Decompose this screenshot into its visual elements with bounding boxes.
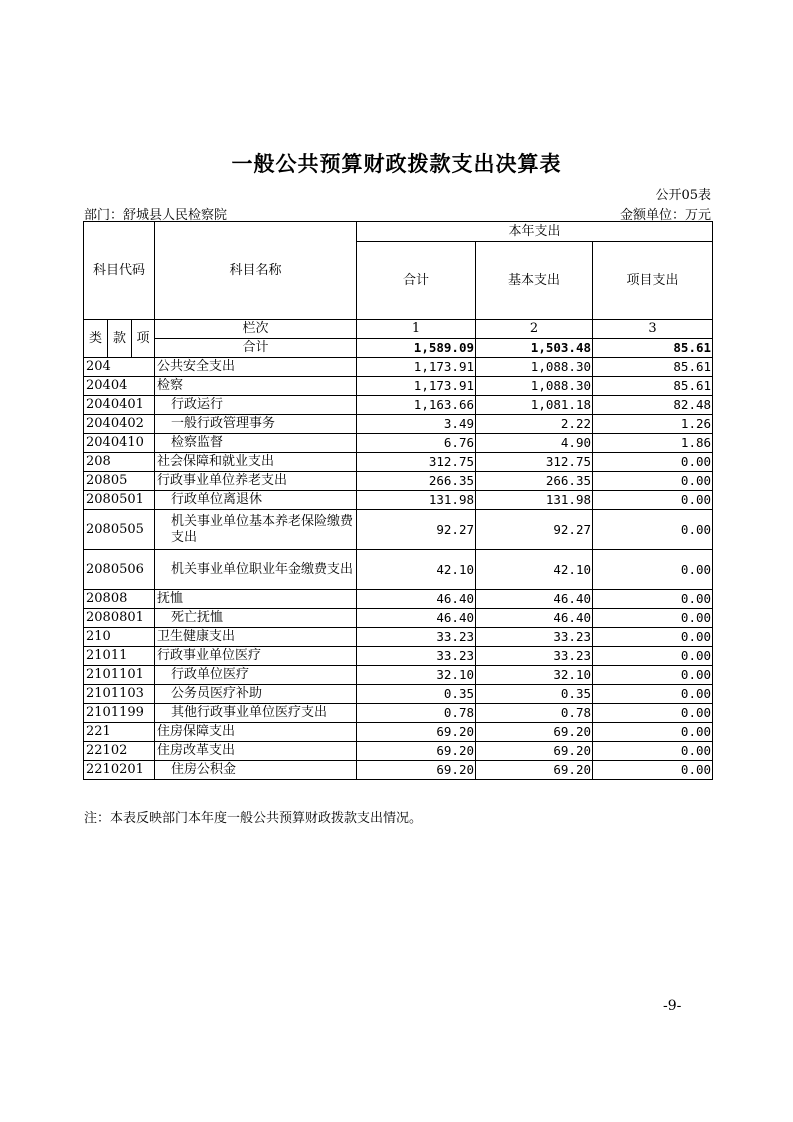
col-index-2: 2 [476,320,593,339]
row-total: 32.10 [357,666,476,685]
row-total: 0.35 [357,685,476,704]
row-project: 0.00 [593,647,713,666]
row-total: 33.23 [357,647,476,666]
table-row [84,761,713,780]
page-number: -9- [663,998,682,1014]
row-project: 0.00 [593,472,713,491]
row-code: 2040410 [84,434,155,453]
total-project: 85.61 [593,339,713,358]
header-current-year: 本年支出 [357,222,713,242]
row-name: 死亡抚恤 [155,609,357,628]
row-code: 210 [84,628,155,647]
row-name: 其他行政事业单位医疗支出 [155,704,357,723]
row-total: 92.27 [357,510,476,550]
row-basic: 42.10 [476,550,593,590]
row-code: 20808 [84,590,155,609]
row-code: 2080506 [84,550,155,590]
table-row [84,685,713,704]
row-total: 69.20 [357,742,476,761]
row-name: 机关事业单位基本养老保险缴费支出 [155,510,357,550]
row-total: 3.49 [357,415,476,434]
row-name: 一般行政管理事务 [155,415,357,434]
row-basic: 1,088.30 [476,358,593,377]
row-name: 抚恤 [155,590,357,609]
row-project: 0.00 [593,628,713,647]
row-name: 检察监督 [155,434,357,453]
row-project: 0.00 [593,550,713,590]
row-basic: 0.78 [476,704,593,723]
row-project: 0.00 [593,491,713,510]
row-project: 0.00 [593,723,713,742]
table-row [84,666,713,685]
table-row [84,590,713,609]
table-row [84,704,713,723]
row-total: 266.35 [357,472,476,491]
row-total: 131.98 [357,491,476,510]
row-total: 46.40 [357,590,476,609]
header-total: 合计 [357,242,476,320]
header-lei: 类 [84,320,108,358]
row-project: 0.00 [593,685,713,704]
row-project: 85.61 [593,377,713,396]
row-name: 社会保障和就业支出 [155,453,357,472]
row-basic: 46.40 [476,609,593,628]
page-title: 一般公共预算财政拨款支出决算表 [231,152,562,176]
row-name: 公务员医疗补助 [155,685,357,704]
row-total: 46.40 [357,609,476,628]
row-code: 21011 [84,647,155,666]
row-basic: 69.20 [476,761,593,780]
row-project: 0.00 [593,453,713,472]
header-column-index: 栏次 [155,320,357,339]
row-code: 2040402 [84,415,155,434]
row-basic: 92.27 [476,510,593,550]
total-basic: 1,503.48 [476,339,593,358]
row-code: 2040401 [84,396,155,415]
row-project: 85.61 [593,358,713,377]
row-total: 33.23 [357,628,476,647]
table-row [84,550,713,590]
row-total: 6.76 [357,434,476,453]
col-index-3: 3 [593,320,713,339]
row-code: 2210201 [84,761,155,780]
table-row [84,434,713,453]
row-code: 20805 [84,472,155,491]
row-project: 0.00 [593,609,713,628]
row-basic: 33.23 [476,647,593,666]
table-row [84,609,713,628]
table-row [84,491,713,510]
row-code: 2080801 [84,609,155,628]
row-basic: 131.98 [476,491,593,510]
row-basic: 2.22 [476,415,593,434]
row-name: 行政事业单位医疗 [155,647,357,666]
row-basic: 1,088.30 [476,377,593,396]
row-project: 0.00 [593,704,713,723]
row-name: 行政单位医疗 [155,666,357,685]
row-project: 1.86 [593,434,713,453]
unit-label: 金额单位：万元 [619,208,711,223]
row-name: 行政运行 [155,396,357,415]
row-basic: 266.35 [476,472,593,491]
row-total: 1,173.91 [357,377,476,396]
row-basic: 33.23 [476,628,593,647]
table-row [84,472,713,491]
header-basic: 基本支出 [476,242,593,320]
table-row [84,628,713,647]
row-project: 82.48 [593,396,713,415]
row-name: 检察 [155,377,357,396]
row-name: 住房保障支出 [155,723,357,742]
header-project: 项目支出 [593,242,713,320]
row-name: 公共安全支出 [155,358,357,377]
row-name: 行政单位离退休 [155,491,357,510]
row-total: 69.20 [357,723,476,742]
row-total: 42.10 [357,550,476,590]
row-code: 22102 [84,742,155,761]
col-index-1: 1 [357,320,476,339]
table-row [84,510,713,550]
row-code: 208 [84,453,155,472]
row-name: 住房公积金 [155,761,357,780]
department-label: 部门：舒城县人民检察院 [84,208,228,223]
table-row [84,647,713,666]
row-code: 204 [84,358,155,377]
total-row [84,339,713,358]
row-code: 221 [84,723,155,742]
header-code: 科目代码 [84,222,155,320]
table-row [84,723,713,742]
row-basic: 1,081.18 [476,396,593,415]
row-basic: 0.35 [476,685,593,704]
row-name: 住房改革支出 [155,742,357,761]
row-total: 1,173.91 [357,358,476,377]
row-basic: 69.20 [476,742,593,761]
table-row [84,742,713,761]
total-sum: 1,589.09 [357,339,476,358]
row-project: 0.00 [593,761,713,780]
header-name: 科目名称 [155,222,357,320]
table-row [84,396,713,415]
row-code: 20404 [84,377,155,396]
row-code: 2101101 [84,666,155,685]
footnote: 注：本表反映部门本年度一般公共预算财政拨款支出情况。 [84,811,423,826]
header-kuan: 款 [108,320,132,358]
row-basic: 69.20 [476,723,593,742]
row-project: 1.26 [593,415,713,434]
row-basic: 312.75 [476,453,593,472]
row-name: 行政事业单位养老支出 [155,472,357,491]
row-total: 69.20 [357,761,476,780]
row-basic: 4.90 [476,434,593,453]
row-basic: 32.10 [476,666,593,685]
row-project: 0.00 [593,742,713,761]
row-project: 0.00 [593,590,713,609]
table-row [84,358,713,377]
table-row [84,377,713,396]
row-project: 0.00 [593,510,713,550]
row-total: 312.75 [357,453,476,472]
row-code: 2080501 [84,491,155,510]
row-code: 2101199 [84,704,155,723]
table-row [84,453,713,472]
form-number: 公开05表 [655,188,711,203]
row-basic: 46.40 [476,590,593,609]
row-total: 1,163.66 [357,396,476,415]
row-name: 机关事业单位职业年金缴费支出 [155,550,357,590]
row-name: 卫生健康支出 [155,628,357,647]
budget-table [83,221,713,780]
row-code: 2101103 [84,685,155,704]
row-total: 0.78 [357,704,476,723]
total-label: 合计 [155,339,357,358]
table-row [84,415,713,434]
header-xiang: 项 [132,320,155,358]
row-project: 0.00 [593,666,713,685]
row-code: 2080505 [84,510,155,550]
